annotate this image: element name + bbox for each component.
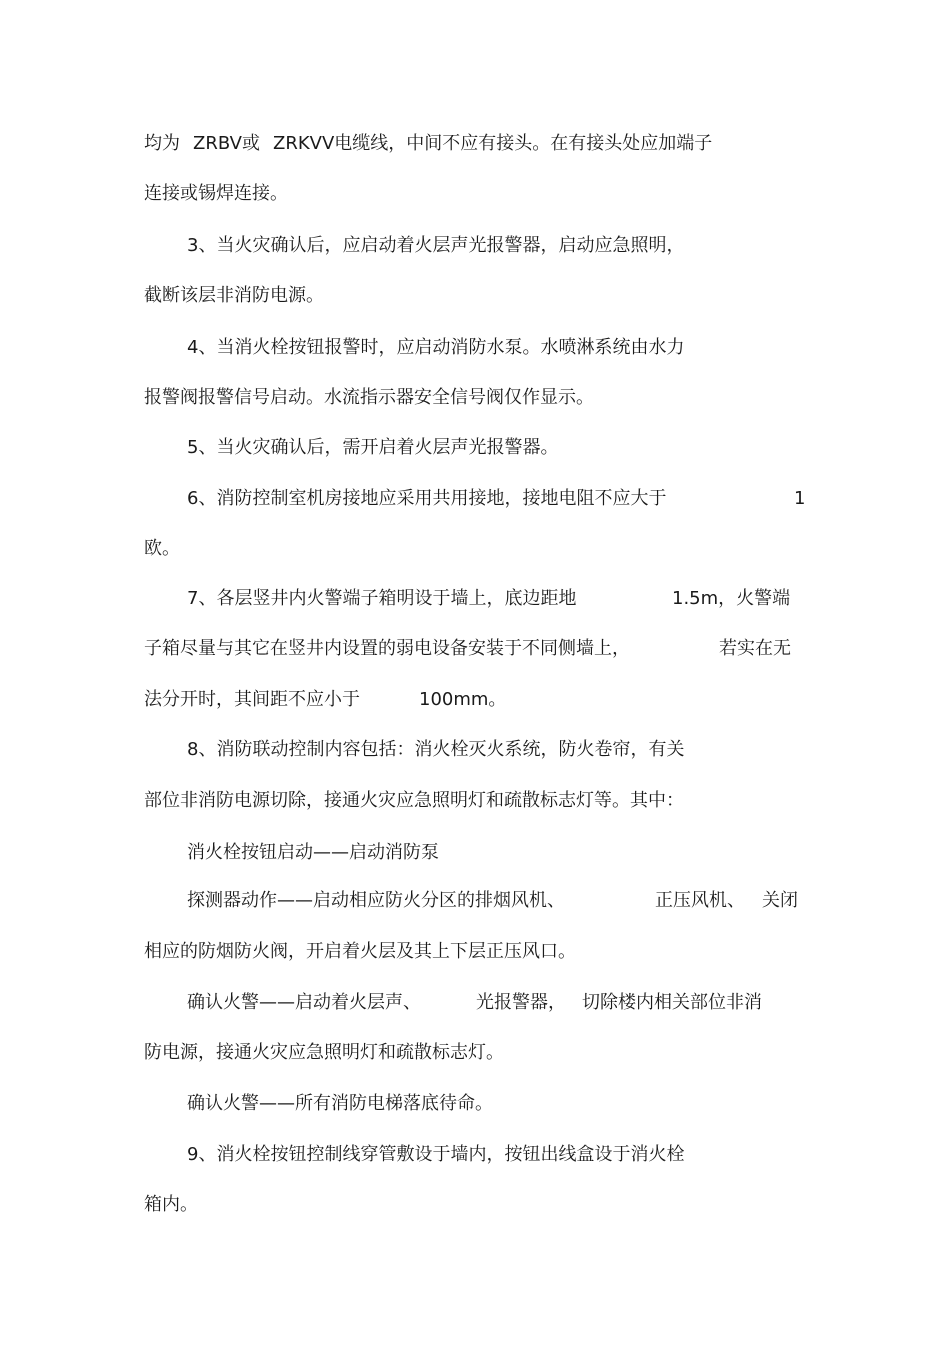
text-segment: 4、当消火栓按钮报警时，应启动消防水泵。水喷淋系统由水力 [187,337,685,358]
paragraph-line [0,534,950,564]
text-segment: 均为 [144,133,180,154]
paragraph-line [0,786,950,816]
text-segment: 部位非消防电源切除，接通火灾应急照明灯和疏散标志灯等。其中： [144,790,684,811]
paragraph-line [0,1190,950,1220]
paragraph-line [0,1089,950,1119]
text-segment: 100mm。 [419,689,507,710]
paragraph-line [0,735,950,765]
text-segment: 报警阀报警信号启动。水流指示器安全信号阀仅作显示。 [144,387,594,408]
text-segment: 8、消防联动控制内容包括：消火栓灭火系统，防火卷帘，有关 [187,739,685,760]
paragraph-line [0,838,950,868]
paragraph-line [0,988,950,1018]
text-segment: 连接或锡焊连接。 [144,183,288,204]
paragraph-line [0,685,950,715]
text-segment: 关闭 [762,890,798,911]
paragraph-line [0,634,950,664]
paragraph-line [0,584,950,614]
text-segment: 欧。 [144,538,180,559]
paragraph-line [0,484,950,514]
text-segment: 箱内。 [144,1194,198,1215]
text-segment: 6、消防控制室机房接地应采用共用接地，接地电阻不应大于 [187,488,667,509]
text-segment: 1.5m，火警端 [672,588,791,609]
text-segment: 若实在无 [719,638,791,659]
text-segment: 子箱尽量与其它在竖井内设置的弱电设备安装于不同侧墙上， [144,638,630,659]
text-segment: 7、各层竖井内火警端子箱明设于墙上，底边距地 [187,588,577,609]
text-segment: 光报警器， [476,992,566,1013]
text-segment: 切除楼内相关部位非消 [582,992,762,1013]
text-segment: 3、当火灾确认后，应启动着火层声光报警器，启动应急照明， [187,235,685,256]
text-segment: 确认火警——所有消防电梯落底待命。 [187,1093,493,1114]
paragraph-line [0,1038,950,1068]
paragraph-line [0,1140,950,1170]
paragraph-line [0,383,950,413]
text-segment: ZRKVV电缆线，中间不应有接头。在有接头处应加端子 [273,133,713,154]
paragraph-line [0,433,950,463]
text-segment: 9、消火栓按钮控制线穿管敷设于墙内，按钮出线盒设于消火栓 [187,1144,685,1165]
text-segment: ZRBV或 [193,133,260,154]
text-segment: 确认火警——启动着火层声、 [187,992,421,1013]
paragraph-line [0,937,950,967]
text-segment: 1 [794,488,806,509]
text-segment: 探测器动作——启动相应防火分区的排烟风机、 [187,890,565,911]
text-segment: 正压风机、 [655,890,745,911]
paragraph-line [0,179,950,209]
text-segment: 5、当火灾确认后，需开启着火层声光报警器。 [187,437,559,458]
paragraph-line [0,281,950,311]
paragraph-line [0,333,950,363]
paragraph-line [0,886,950,916]
text-segment: 相应的防烟防火阀，开启着火层及其上下层正压风口。 [144,941,576,962]
text-segment: 法分开时，其间距不应小于 [144,689,360,710]
text-segment: 截断该层非消防电源。 [144,285,324,306]
text-segment: 消火栓按钮启动——启动消防泵 [187,842,439,863]
text-segment: 防电源，接通火灾应急照明灯和疏散标志灯。 [144,1042,504,1063]
paragraph-line [0,231,950,261]
paragraph-line [0,129,950,159]
